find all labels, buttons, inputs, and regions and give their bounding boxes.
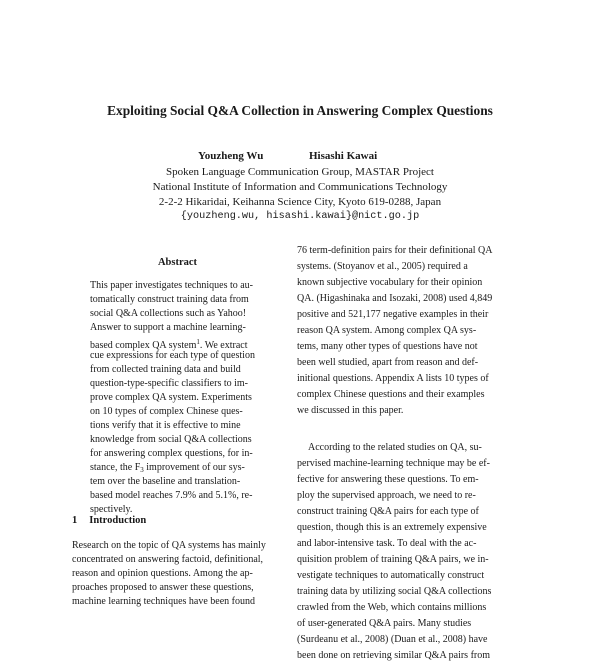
author-name: Youzheng Wu xyxy=(198,150,264,162)
body-line: reason and opinion questions. Among the ap- xyxy=(72,568,253,579)
body-line: been well studied, apart from reason and def- xyxy=(297,357,479,368)
abstract-line: social Q&A collections such as Yahoo! xyxy=(90,308,247,319)
affiliation-line: 2-2-2 Hikaridai, Keihanna Science City, Kyoto 619-0288, Japan xyxy=(158,196,442,208)
body-line: and labor-intensive task. To deal with the ac- xyxy=(297,538,477,549)
body-line: question, though this is an extremely expensive xyxy=(297,522,487,533)
abstract-line: based complex QA system$^1$. We extract xyxy=(90,338,248,351)
body-line: known subjective vocabulary for their opinion xyxy=(297,277,483,288)
abstract-heading: Abstract xyxy=(157,257,198,268)
abstract-line: This paper investigates techniques to au- xyxy=(90,280,254,291)
body-line: construct training Q&A pairs for each type of xyxy=(297,506,479,517)
body-line: concentrated on answering factoid, definitional, xyxy=(72,554,264,565)
body-line: ploy the supervised approach, we need to re- xyxy=(297,490,476,501)
abstract-line: stance, the $F_3$ improvement of our sys- xyxy=(90,462,245,474)
body-line: reason QA system. Among complex QA sys- xyxy=(297,325,477,336)
abstract-line: based model reaches 7.9% and 5.1%, re- xyxy=(90,490,253,501)
body-line: Research on the topic of QA systems has mainly xyxy=(72,540,266,551)
body-line: we discussed in this paper. xyxy=(297,405,404,416)
abstract-line: tem over the baseline and translation- xyxy=(90,476,241,487)
body-line: pervised machine-learning technique may be ef- xyxy=(297,458,490,469)
abstract-line: prove complex QA system. Experiments xyxy=(90,392,252,403)
abstract-line: on 10 types of complex Chinese ques- xyxy=(90,406,243,417)
body-line: of user-generated Q&A pairs. Many studies xyxy=(297,618,472,629)
body-line: quisition problem of training Q&A pairs, we in- xyxy=(297,554,489,565)
abstract-line: Answer to support a machine learning- xyxy=(90,322,246,333)
author-emails: {youzheng.wu, hisashi.kawai}@nict.go.jp xyxy=(180,211,420,222)
body-line: 76 term-definition pairs for their definitional QA xyxy=(297,245,493,256)
body-line: positive and 521,177 negative examples in their xyxy=(297,309,489,320)
author-list xyxy=(0,150,600,166)
body-line: fective for answering these questions. To em- xyxy=(297,474,479,485)
body-line: been done on retrieving similar Q&A pairs from xyxy=(297,650,491,661)
affiliation-line: National Institute of Information and Communications Technology xyxy=(152,181,448,193)
abstract-line: knowledge from social Q&A collections xyxy=(90,434,252,445)
abstract-line: from collected training data and build xyxy=(90,364,241,375)
abstract-line: question-type-specific classifiers to im- xyxy=(90,378,249,389)
paper-title: Exploiting Social Q&A Collection in Answering Complex Questions xyxy=(107,103,493,118)
section-heading: 1 Introduction xyxy=(72,515,147,526)
body-line: training data by utilizing social Q&A collections xyxy=(297,586,492,597)
author-name: Hisashi Kawai xyxy=(309,150,378,162)
abstract-line: for answering complex questions, for in- xyxy=(90,448,253,459)
abstract-line: tomatically construct training data from xyxy=(90,294,249,305)
body-line: crawled from the Web, which contains millions xyxy=(297,602,487,613)
footnote-mark: 1 xyxy=(196,338,200,346)
body-line: tems, many other types of questions have not xyxy=(297,341,478,352)
body-line: machine learning techniques have been found xyxy=(72,596,255,607)
body-line: initional questions. Appendix A lists 10 types of xyxy=(297,373,489,384)
body-line: According to the related studies on QA, su- xyxy=(308,442,482,453)
body-line: (Surdeanu et al., 2008) (Duan et al., 2008) have xyxy=(297,634,488,645)
body-line: systems. (Stoyanov et al., 2005) required a xyxy=(297,261,468,272)
body-line: QA. (Higashinaka and Isozaki, 2008) used 4,849 xyxy=(297,293,493,304)
body-line: proaches proposed to answer these questions, xyxy=(72,582,254,593)
body-line: vestigate techniques to automatically construct xyxy=(297,570,485,581)
affiliation-line: Spoken Language Communication Group, MASTAR Project xyxy=(166,166,434,178)
abstract-line: cue expressions for each type of question xyxy=(90,350,255,361)
body-line: complex Chinese questions and their examples xyxy=(297,389,485,400)
abstract-line: spectively. xyxy=(90,504,133,515)
abstract-line: tions verify that it is effective to mine xyxy=(90,420,241,431)
